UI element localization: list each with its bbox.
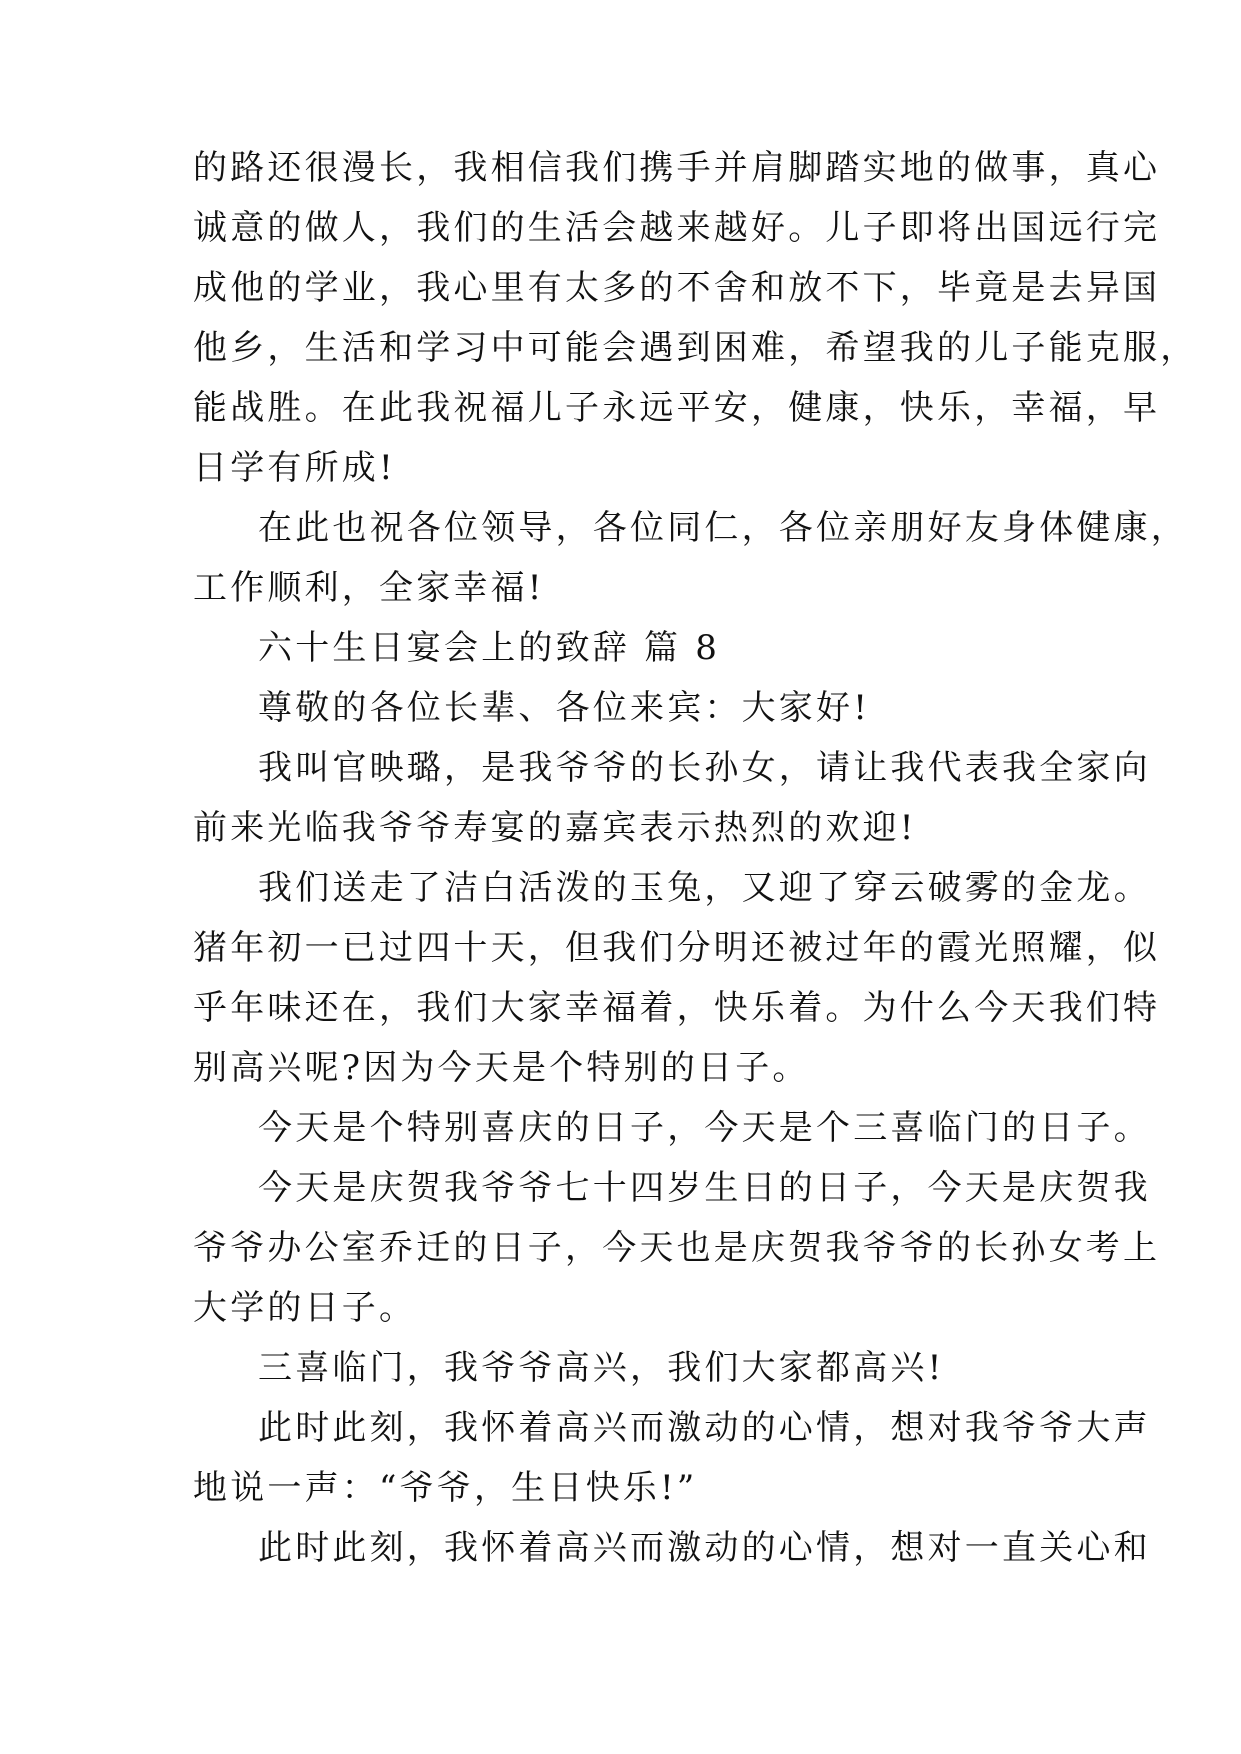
text-line: 的路还很漫长，我相信我们携手并肩脚踏实地的做事，真心	[193, 148, 1161, 188]
paragraph-first-line: 我叫官映璐，是我爷爷的长孙女，请让我代表我全家向	[258, 748, 1151, 788]
text-line: 前来光临我爷爷寿宴的嘉宾表示热烈的欢迎!	[193, 808, 917, 848]
paragraph-first-line: 三喜临门，我爷爷高兴，我们大家都高兴!	[258, 1348, 945, 1388]
paragraph-first-line: 今天是庆贺我爷爷七十四岁生日的日子，今天是庆贺我	[258, 1168, 1151, 1208]
text-line: 诚意的做人，我们的生活会越来越好。儿子即将出国远行完	[193, 208, 1161, 248]
section-heading: 六十生日宴会上的致辞 篇 8	[258, 628, 721, 668]
text-line: 他乡，生活和学习中可能会遇到困难，希望我的儿子能克服，	[193, 328, 1198, 368]
paragraph-first-line: 我们送走了洁白活泼的玉兔，又迎了穿云破雾的金龙。	[258, 868, 1151, 908]
paragraph-first-line: 在此也祝各位领导，各位同仁，各位亲朋好友身体健康，	[258, 508, 1188, 548]
text-line: 爷爷办公室乔迁的日子，今天也是庆贺我爷爷的长孙女考上	[193, 1228, 1161, 1268]
text-line: 日学有所成!	[193, 448, 396, 488]
paragraph-first-line: 今天是个特别喜庆的日子，今天是个三喜临门的日子。	[258, 1108, 1151, 1148]
text-line: 猪年初一已过四十天，但我们分明还被过年的霞光照耀，似	[193, 928, 1161, 968]
salutation: 尊敬的各位长辈、各位来宾：大家好!	[258, 688, 871, 728]
text-line: 地说一声：“爷爷，生日快乐!”	[193, 1468, 698, 1508]
text-line: 成他的学业，我心里有太多的不舍和放不下，毕竟是去异国	[193, 268, 1161, 308]
paragraph-first-line: 此时此刻，我怀着高兴而激动的心情，想对我爷爷大声	[258, 1408, 1151, 1448]
paragraph-first-line: 此时此刻，我怀着高兴而激动的心情，想对一直关心和	[258, 1528, 1151, 1568]
text-line: 大学的日子。	[193, 1288, 417, 1328]
text-line: 别高兴呢?因为今天是个特别的日子。	[193, 1048, 810, 1088]
text-line: 工作顺利，全家幸福!	[193, 568, 545, 608]
text-line: 乎年味还在，我们大家幸福着，快乐着。为什么今天我们特	[193, 988, 1161, 1028]
text-line: 能战胜。在此我祝福儿子永远平安，健康，快乐，幸福，早	[193, 388, 1161, 428]
